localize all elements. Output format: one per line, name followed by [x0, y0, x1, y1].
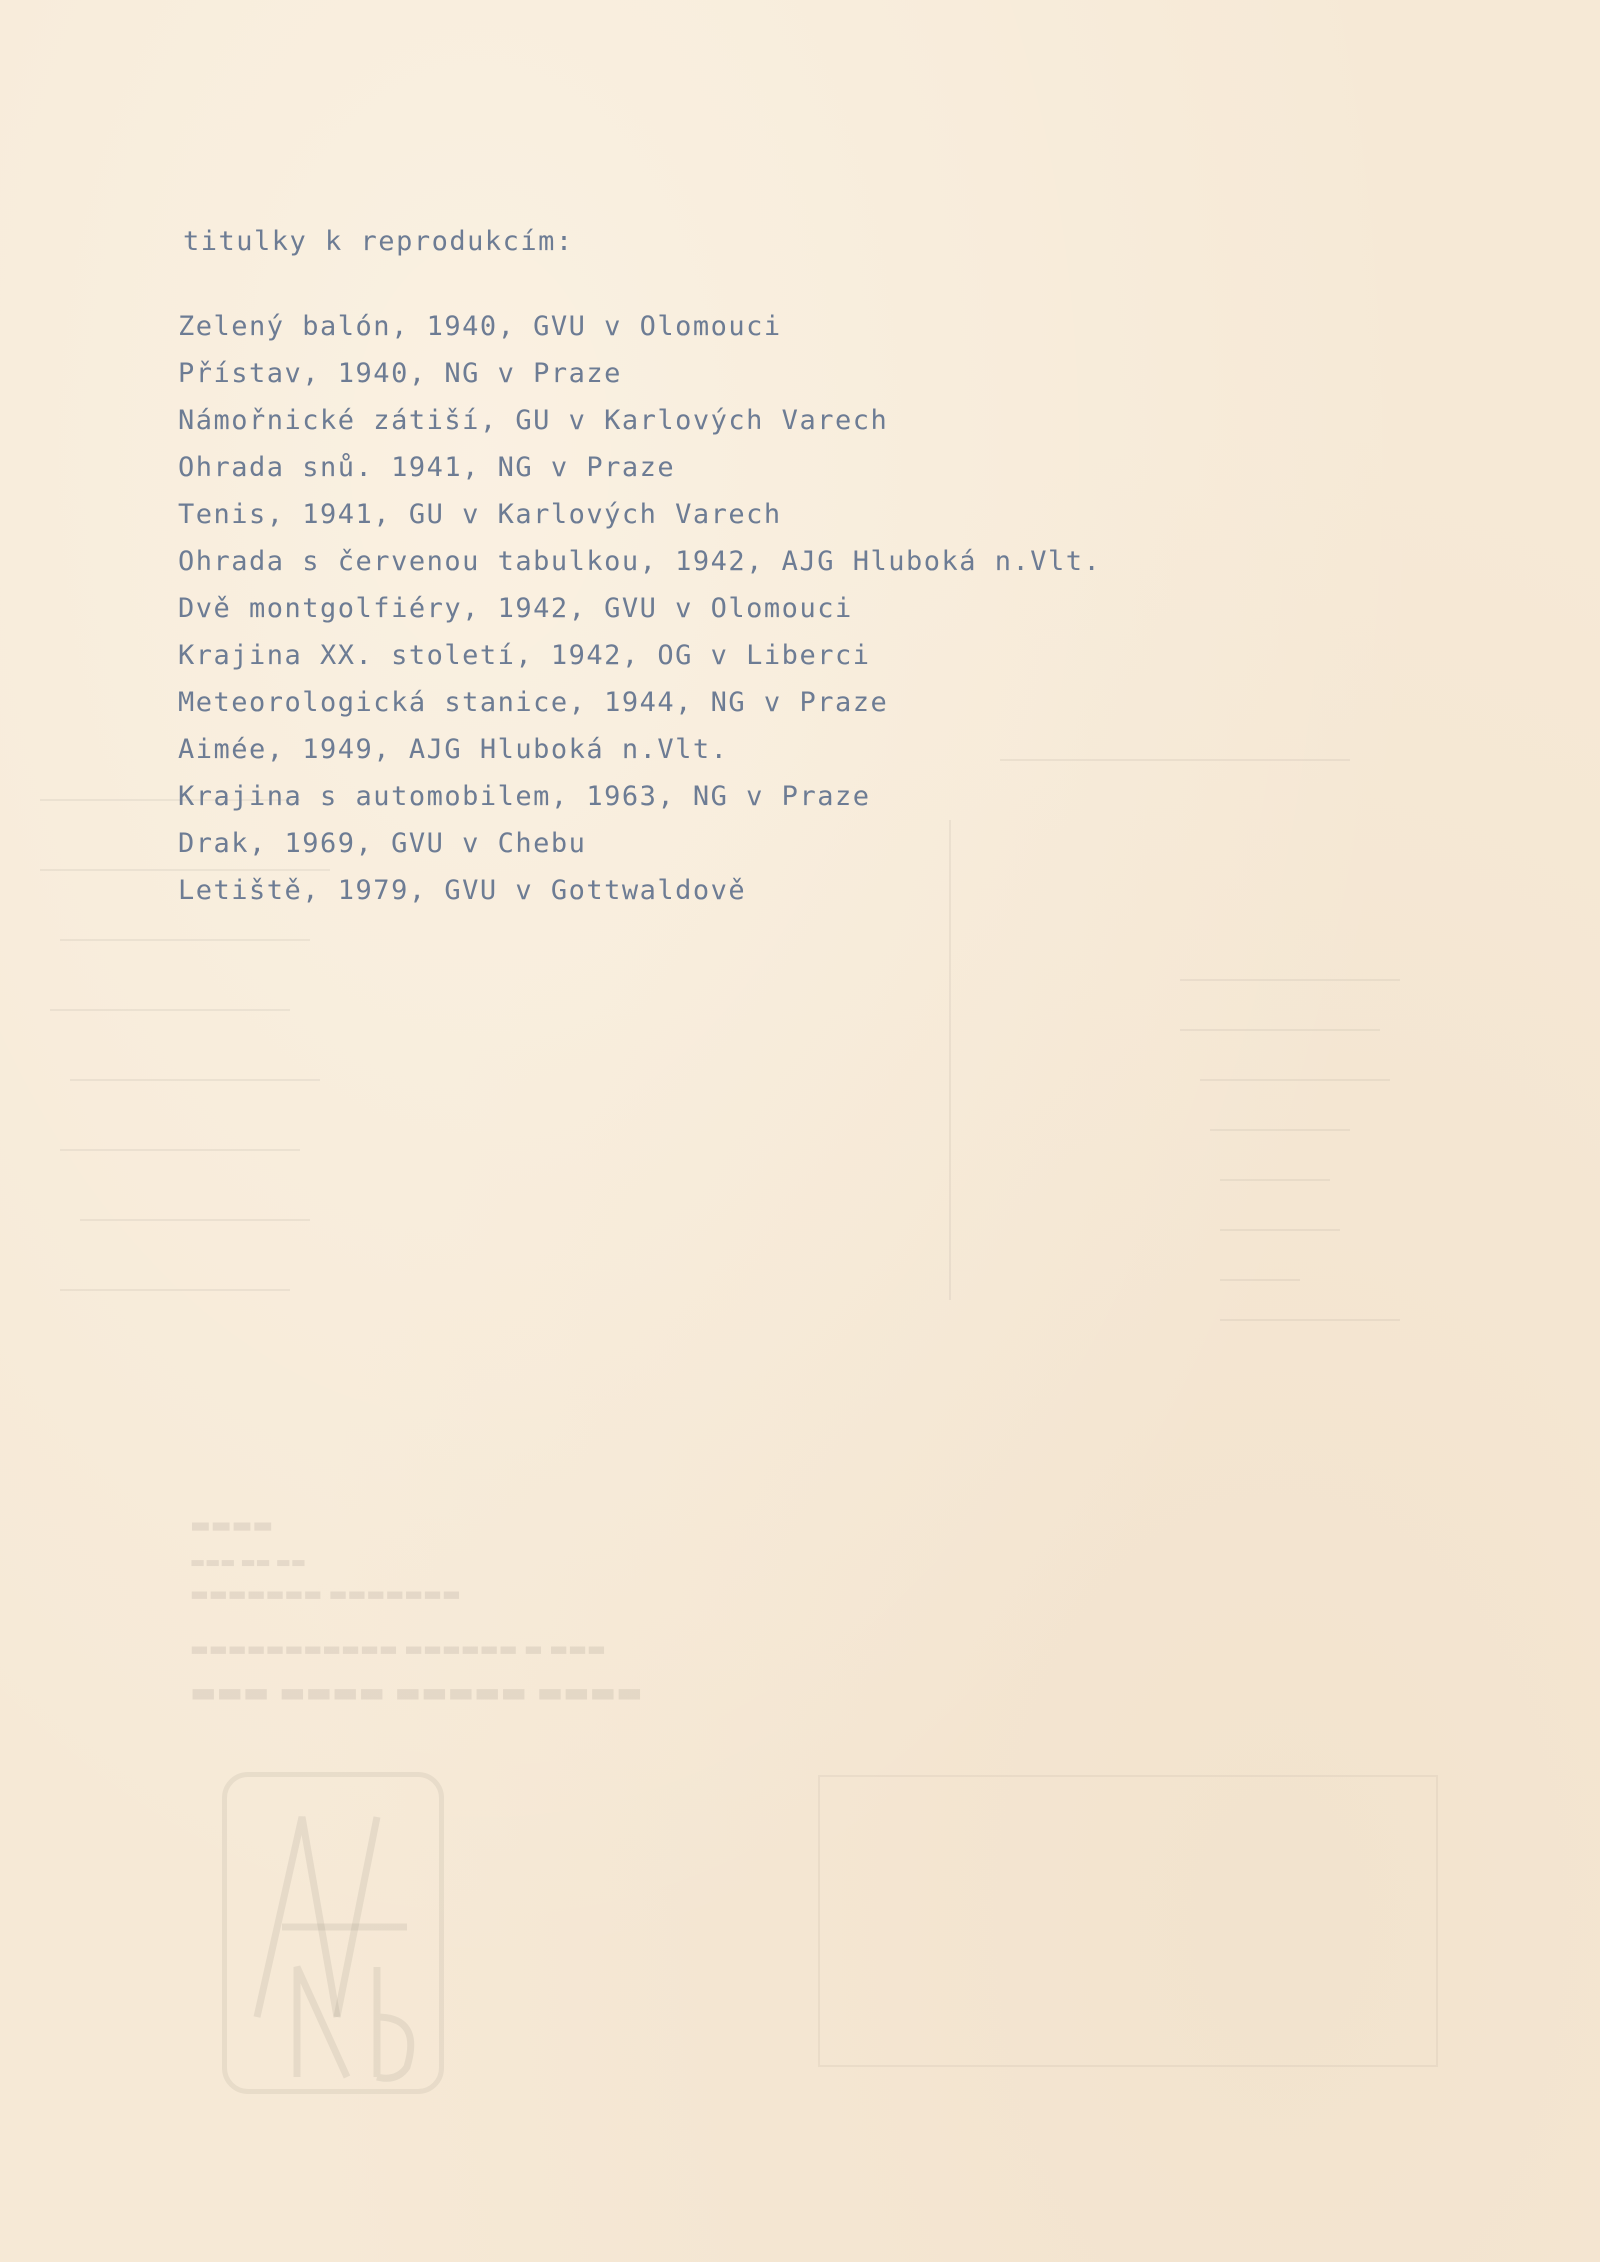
show-through-frame	[818, 1775, 1438, 2067]
caption-line: Aimée, 1949, AJG Hluboká n.Vlt.	[178, 734, 729, 765]
show-through-text: ▬▬▬▬	[190, 1515, 274, 1540]
caption-line: Letiště, 1979, GVU v Gottwaldově	[178, 875, 747, 906]
show-through-text: ▬▬▬ ▬▬▬▬ ▬▬▬▬▬ ▬▬▬▬	[190, 1680, 643, 1713]
show-through-text: ▬▬▬▬▬▬▬▬▬▬▬ ▬▬▬▬▬▬ ▬ ▬▬▬	[190, 1640, 606, 1664]
caption-line: Námořnické zátiší, GU v Karlových Varech	[178, 405, 889, 436]
caption-line: Zelený balón, 1940, GVU v Olomouci	[178, 311, 782, 342]
show-through-text: ▬▬▬ ▬▬ ▬▬	[190, 1555, 306, 1574]
caption-list	[178, 303, 1101, 914]
caption-line: Drak, 1969, GVU v Chebu	[178, 828, 587, 859]
document-heading: titulky k reprodukcím:	[183, 226, 574, 257]
caption-line: Krajina s automobilem, 1963, NG v Praze	[178, 781, 871, 812]
show-through-logo	[222, 1772, 444, 2094]
caption-line: Meteorologická stanice, 1944, NG v Praze	[178, 687, 889, 718]
caption-line: Tenis, 1941, GU v Karlových Varech	[178, 499, 782, 530]
caption-line: Přístav, 1940, NG v Praze	[178, 358, 622, 389]
caption-line: Krajina XX. století, 1942, OG v Liberci	[178, 640, 871, 671]
caption-line: Dvě montgolfiéry, 1942, GVU v Olomouci	[178, 593, 853, 624]
caption-line: Ohrada s červenou tabulkou, 1942, AJG Hluboká n.Vlt.	[178, 546, 1102, 577]
caption-line: Ohrada snů. 1941, NG v Praze	[178, 452, 676, 483]
show-through-text: ▬▬▬▬▬▬▬ ▬▬▬▬▬▬▬	[190, 1585, 461, 1609]
